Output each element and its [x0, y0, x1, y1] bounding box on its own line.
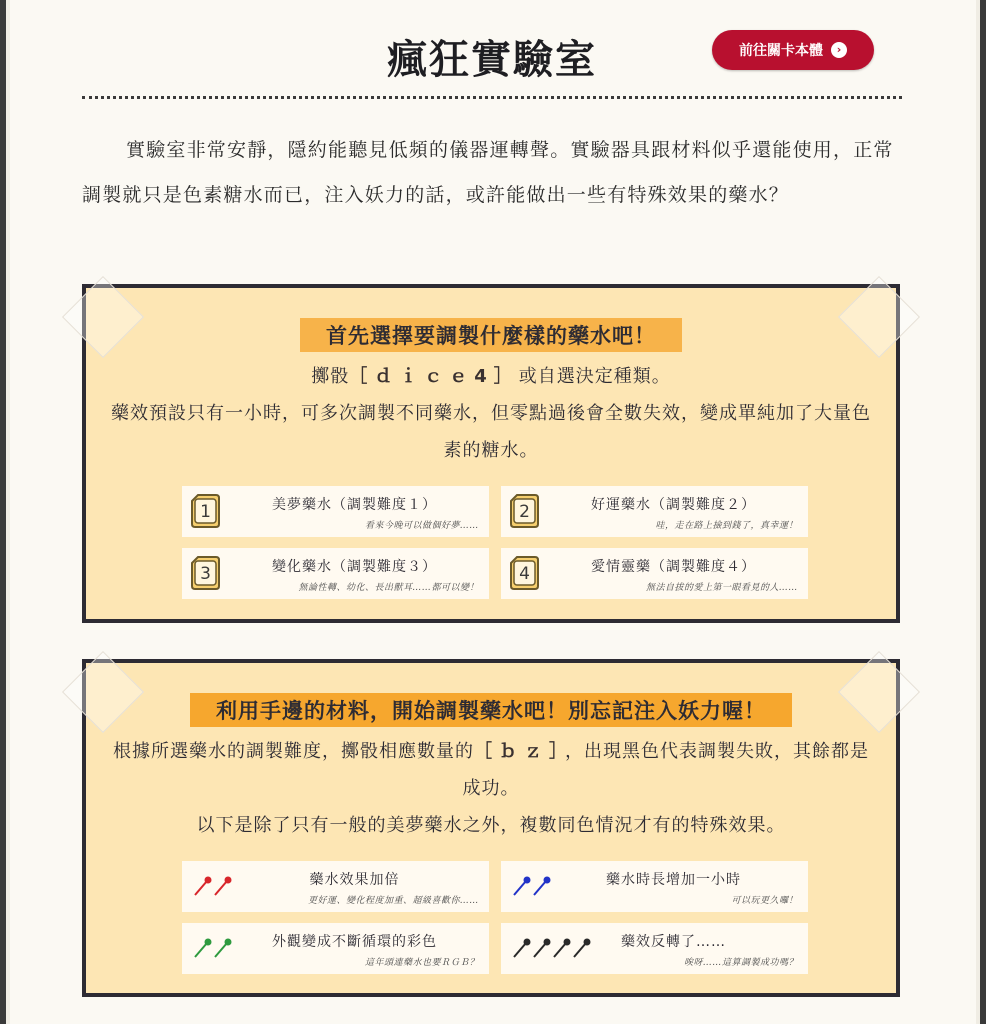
- page-header: [82, 22, 902, 96]
- dice-2-icon: [507, 491, 541, 529]
- diamond-decoration: [838, 276, 920, 358]
- section1-roll-line: [86, 358, 896, 395]
- section2-description: 以下是除了只有一般的美夢藥水之外，複數同色情況才有的特殊效果。: [196, 815, 786, 836]
- die-number: 2: [519, 502, 530, 522]
- potion-card: [182, 548, 489, 599]
- effect-card: [501, 861, 808, 912]
- potion-select-panel: [82, 284, 900, 623]
- chevron-right-icon: ›: [831, 42, 847, 58]
- brewing-panel: [82, 659, 900, 997]
- effect-desc: 可以玩更久囉！: [731, 896, 798, 906]
- effect-title: 藥效反轉了……: [621, 934, 726, 950]
- potion-card: [501, 486, 808, 537]
- effect-desc: 更好運、變化程度加重、超級喜歡你……: [307, 896, 479, 906]
- potion-desc: 無論性轉、幼化、長出獸耳……都可以變！: [298, 583, 479, 593]
- roll-text-pre: 擲骰: [311, 366, 350, 387]
- page-right-edge: [980, 0, 986, 1024]
- dice-3-icon: [188, 553, 222, 591]
- potion-title: 愛情靈藥（調製難度４）: [591, 559, 756, 575]
- effect-desc: 唉呀……這算調製成功嗎？: [683, 958, 798, 968]
- die-number: 4: [519, 564, 530, 584]
- go-to-level-button[interactable]: [712, 30, 874, 70]
- go-to-level-label: 前往關卡本體: [739, 43, 823, 59]
- section1-heading: 首先選擇要調製什麼樣的藥水吧！: [300, 318, 682, 352]
- die-number: 1: [200, 502, 211, 522]
- potion-desc: 看來今晚可以做個好夢……: [364, 521, 479, 531]
- dice-command: ［ｄｉｃｅ4］: [349, 366, 519, 387]
- bz-command: ［ｂｚ］: [474, 741, 565, 762]
- effect-card: [182, 861, 489, 912]
- effect-card: [182, 923, 489, 974]
- potion-desc: 無法自拔的愛上第一眼看見的人……: [645, 583, 798, 593]
- dice-4-icon: [507, 553, 541, 591]
- potion-title: 變化藥水（調製難度３）: [272, 559, 437, 575]
- effect-title: 藥水效果加倍: [309, 872, 400, 888]
- potion-desc: 哇，走在路上撿到錢了，真幸運！: [655, 521, 798, 531]
- page-title: 瘋狂實驗室: [387, 36, 597, 83]
- section2-roll-line: [86, 733, 896, 807]
- dice-1-icon: [188, 491, 222, 529]
- section1-description: 藥效預設只有一小時，可多次調製不同藥水，但零點過後會全數失效，變成單純加了大量色素的糖水。: [111, 403, 871, 461]
- potion-card: [501, 548, 808, 599]
- section2-heading: 利用手邊的材料，開始調製藥水吧！別忘記注入妖力喔！: [190, 693, 792, 727]
- effect-desc: 這年頭連藥水也要ＲＧＢ？: [364, 958, 479, 968]
- roll-text-post: 或自選決定種類。: [518, 366, 671, 387]
- diamond-decoration: [838, 651, 920, 733]
- effect-grid: [182, 861, 808, 974]
- effect-card: [501, 923, 808, 974]
- intro-paragraph: 實驗室非常安靜，隱約能聽見低頻的儀器運轉聲。實驗器具跟材料似乎還能使用，正常調製就只是色素糖水而已，注入妖力的話，或許能做出一些有特殊效果的藥水？: [82, 139, 894, 206]
- potion-card: [182, 486, 489, 537]
- potion-grid: [182, 486, 808, 599]
- potion-title: 好運藥水（調製難度２）: [591, 497, 756, 513]
- potion-title: 美夢藥水（調製難度１）: [272, 497, 437, 513]
- diamond-decoration: [62, 651, 144, 733]
- dotted-divider: [82, 96, 902, 99]
- effect-title: 藥水時長增加一小時: [606, 872, 741, 888]
- die-number: 3: [200, 564, 211, 584]
- roll-text-post: ，出現黑色代表調製失敗，其餘都是成功。: [462, 741, 869, 799]
- diamond-decoration: [62, 276, 144, 358]
- effect-title: 外觀變成不斷循環的彩色: [272, 934, 437, 950]
- page-left-edge: [0, 0, 6, 1024]
- roll-text-pre: 根據所選藥水的調製難度，擲骰相應數量的: [113, 741, 474, 762]
